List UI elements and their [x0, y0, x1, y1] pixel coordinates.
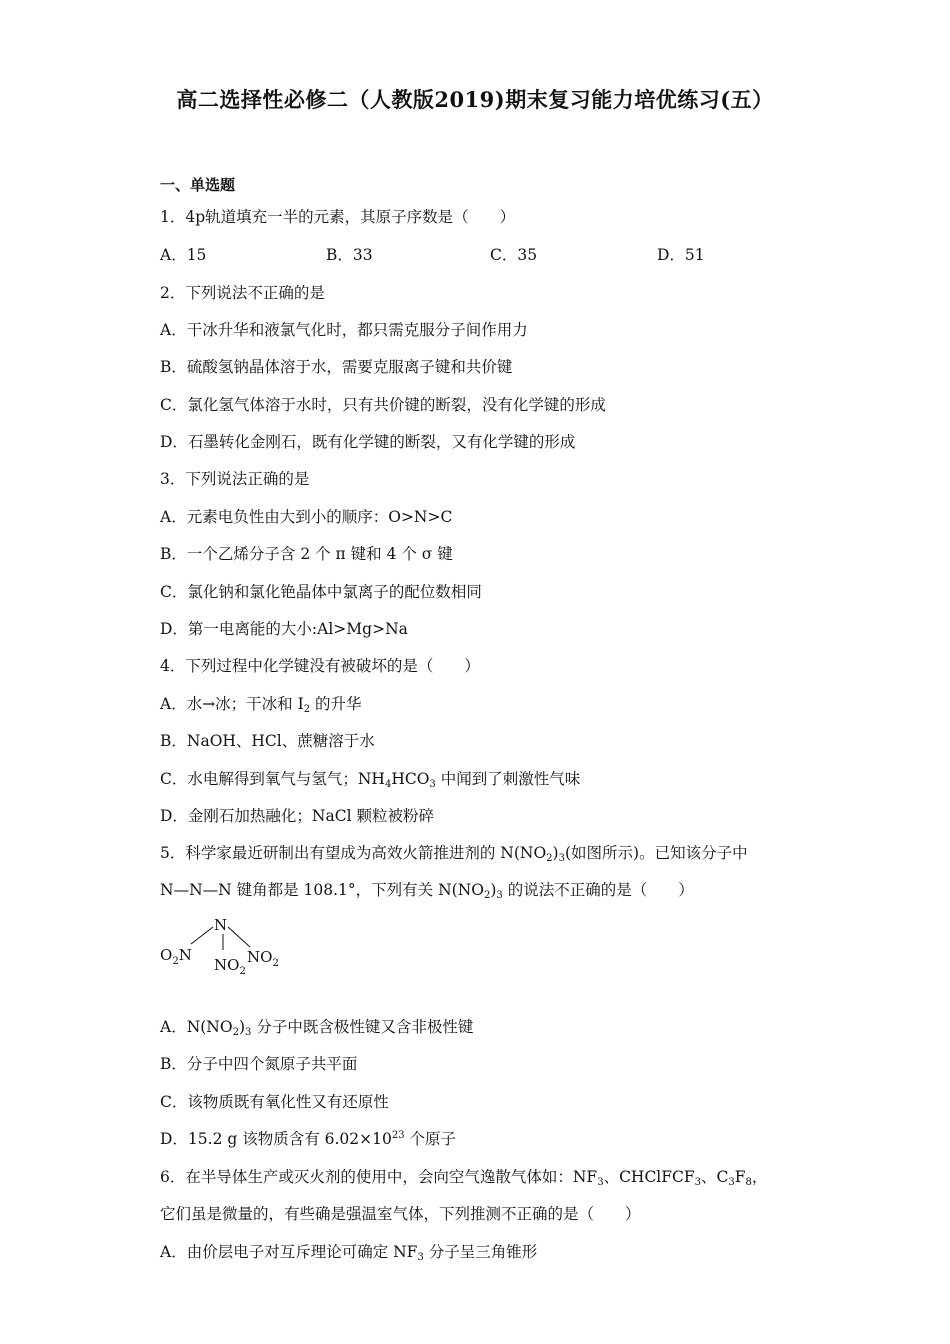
q5-option-b: B．分子中四个氮原子共平面 [160, 1055, 358, 1073]
q3-option-c: C．氯化钠和氯化铯晶体中氯离子的配位数相同 [160, 583, 482, 601]
q1-option-c: C．35 [490, 246, 538, 264]
diagram-bond-left [191, 927, 213, 944]
q4-option-a: A．水→冰；干冰和 $I_2$ 的升华 [160, 695, 362, 715]
q1-option-d: D．51 [657, 246, 705, 264]
q4-option-d: D．金刚石加热融化；NaCl 颗粒被粉碎 [160, 807, 434, 825]
question-4-stem: 4．下列过程中化学键没有被破坏的是（ ） [160, 657, 480, 675]
q3-option-b: B．一个乙烯分子含 2 个 π 键和 4 个 σ 键 [160, 545, 453, 563]
question-5-stem-line-2: N—N—N 键角都是 108.1°，下列有关 $N(NO_2)_3$ 的说法不正确的是（ ） [160, 881, 694, 901]
question-5-stem-line-1: 5．科学家最近研制出有望成为高效火箭推进剂的 $N(NO_2)_3$(如图所示)。已知该分子中 [160, 844, 748, 864]
q1-option-a: A．15 [160, 246, 207, 264]
diagram-group-bottom: $NO_2$ [214, 956, 246, 977]
q2-option-b: B．硫酸氢钠晶体溶于水，需要克服离子键和共价键 [160, 358, 513, 376]
diagram-group-left: $O_2N$ [160, 946, 192, 967]
question-6-stem-line-1: 6．在半导体生产或灭火剂的使用中，会向空气逸散气体如：$NF_3$、CHClFCF$_3$、$C_3F_8$， [160, 1168, 768, 1188]
question-3-stem: 3．下列说法正确的是 [160, 470, 310, 488]
molecule-structure-diagram [158, 912, 288, 982]
q5-option-d: D．15.2 g 该物质含有 $6.02\times 10^{23}$ 个原子 [160, 1130, 457, 1148]
q3-option-a: A．元素电负性由大到小的顺序：O>N>C [160, 508, 453, 526]
q4-option-c: C．水电解得到氧气与氢气；$NH_4HCO_3$ 中闻到了刺激性气味 [160, 770, 581, 790]
section-heading: 一、单选题 [160, 176, 236, 194]
q4-option-b: B．NaOH、HCl、蔗糖溶于水 [160, 732, 375, 750]
q5-option-c: C．该物质既有氧化性又有还原性 [160, 1093, 389, 1111]
question-1-stem: 1．4p轨道填充一半的元素，其原子序数是（ ） [160, 208, 516, 226]
question-6-stem-line-2: 它们虽是微量的，有些确是强温室气体，下列推测不正确的是（ ） [160, 1205, 641, 1223]
diagram-group-right: $NO_2$ [247, 948, 279, 969]
q1-option-b: B．33 [326, 246, 373, 264]
q2-option-c: C．氯化氢气体溶于水时，只有共价键的断裂，没有化学键的形成 [160, 396, 606, 414]
page-title: 高二选择性必修二（人教版2019)期末复习能力培优练习(五） [176, 87, 774, 112]
diagram-center-n: N [214, 916, 228, 934]
q2-option-a: A．干冰升华和液氯气化时，都只需克服分子间作用力 [160, 321, 528, 339]
q5-option-a: A．$N(NO_2)_3$ 分子中既含极性键又含非极性键 [160, 1018, 474, 1038]
q6-option-a: A．由价层电子对互斥理论可确定 $NF_3$ 分子呈三角锥形 [160, 1243, 538, 1263]
question-2-stem: 2．下列说法不正确的是 [160, 284, 325, 302]
diagram-bond-right [228, 927, 250, 947]
q2-option-d: D．石墨转化金刚石，既有化学键的断裂，又有化学键的形成 [160, 433, 576, 451]
q3-option-d: D．第一电离能的大小:Al>Mg>Na [160, 620, 408, 638]
